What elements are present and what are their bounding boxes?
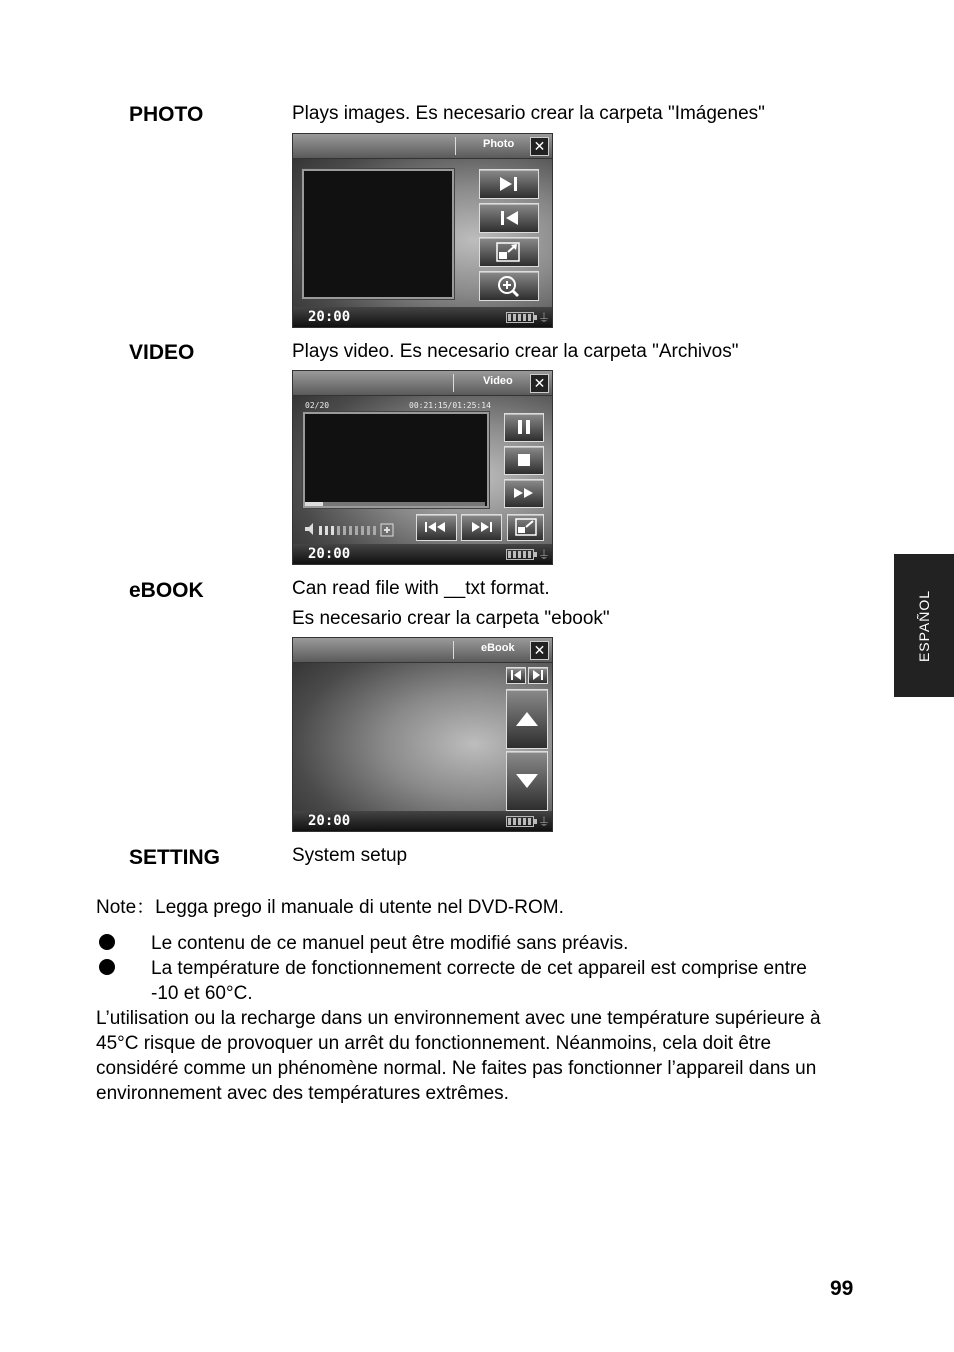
screen-title: Video	[483, 375, 513, 387]
previous-track-button[interactable]	[416, 514, 457, 541]
battery-icon	[506, 312, 534, 323]
section-label-ebook: eBOOK	[129, 579, 204, 602]
clock-time: 20:00	[308, 309, 351, 325]
note-text: Note：Legga prego il manuale di utente nel DVD-ROM.	[96, 897, 564, 918]
up-arrow-icon	[514, 709, 540, 729]
status-bar	[293, 811, 552, 831]
stop-button[interactable]	[504, 446, 544, 475]
previous-track-icon	[422, 519, 452, 535]
resize-icon	[494, 241, 524, 263]
fullscreen-icon	[514, 517, 538, 537]
video-viewport	[303, 412, 489, 508]
title-bar	[293, 638, 552, 663]
elapsed-time: 00:21:15/01:25:14	[409, 401, 491, 410]
page-number: 99	[830, 1277, 854, 1300]
down-arrow-icon	[514, 771, 540, 791]
status-bar	[293, 544, 552, 564]
bullet-item: Le contenu de ce manuel peut être modifié sans préavis.	[151, 933, 629, 954]
screen-title: eBook	[481, 642, 515, 654]
resize-button[interactable]	[479, 237, 539, 267]
stop-icon	[514, 451, 534, 469]
clock-time: 20:00	[308, 546, 351, 562]
title-bar	[293, 134, 552, 159]
zoom-button[interactable]	[479, 271, 539, 301]
volume-icon	[303, 521, 403, 537]
plug-icon: ⏚	[537, 548, 550, 562]
section-desc-ebook-line2: Es necesario crear la carpeta "ebook"	[292, 608, 610, 629]
next-page-icon	[531, 669, 545, 681]
progress-fill	[305, 502, 323, 506]
close-button[interactable]: ✕	[530, 137, 549, 156]
previous-page-button[interactable]	[506, 667, 526, 684]
section-desc-setting: System setup	[292, 845, 408, 866]
zoom-in-icon	[494, 274, 524, 298]
image-viewport	[302, 169, 454, 299]
section-desc-ebook-line1: Can read file with __txt format.	[292, 578, 550, 599]
fast-forward-icon	[511, 484, 537, 502]
scroll-up-button[interactable]	[506, 689, 548, 749]
photo-screen	[292, 133, 553, 328]
close-button[interactable]: ✕	[530, 374, 549, 393]
title-bar	[293, 371, 552, 396]
previous-button[interactable]	[479, 203, 539, 233]
language-tab-label: ESPAÑOL	[916, 589, 932, 662]
status-bar	[293, 307, 552, 327]
section-label-photo: PHOTO	[129, 103, 204, 126]
screen-title: Photo	[483, 138, 515, 150]
section-desc-photo: Plays images. Es necesario crear la carpeta "Imágenes"	[292, 103, 765, 124]
ebook-screen	[292, 637, 553, 832]
video-screen	[292, 370, 553, 565]
plug-icon: ⏚	[537, 311, 550, 325]
pause-button[interactable]	[504, 413, 544, 442]
pause-icon	[514, 418, 534, 436]
bullet-item: La température de fonctionnement correcte de cet appareil est comprise entre -10 et 60°C.	[151, 958, 807, 1004]
volume-control[interactable]	[303, 521, 403, 542]
close-button[interactable]: ✕	[530, 641, 549, 660]
battery-icon	[506, 549, 534, 560]
fullscreen-button[interactable]	[507, 514, 544, 541]
progress-bar[interactable]	[305, 502, 485, 506]
previous-icon	[494, 208, 524, 228]
bullet-dot	[99, 959, 115, 975]
language-tab	[894, 554, 954, 697]
fast-forward-button[interactable]	[504, 479, 544, 508]
section-desc-video: Plays video. Es necesario crear la carpeta "Archivos"	[292, 341, 739, 362]
battery-icon	[506, 816, 534, 827]
next-track-button[interactable]	[461, 514, 502, 541]
clock-time: 20:00	[308, 813, 351, 829]
warning-paragraph: L’utilisation ou la recharge dans un environnement avec une température supérieure à 45°C risque de provoquer un arrêt du fonctionnement. Néanmoins, cela doit être considéré comme un phénomène normal. Ne faites pas fonctionner l’appareil dans un environnement avec des températures extrêmes.	[96, 1008, 821, 1104]
next-page-button[interactable]	[528, 667, 548, 684]
scroll-down-button[interactable]	[506, 751, 548, 811]
next-track-icon	[467, 519, 497, 535]
next-button[interactable]	[479, 169, 539, 199]
track-counter: 02/20	[305, 401, 330, 410]
section-label-video: VIDEO	[129, 341, 195, 364]
plug-icon: ⏚	[537, 815, 550, 829]
section-label-setting: SETTING	[129, 846, 221, 869]
previous-page-icon	[509, 669, 523, 681]
bullet-dot	[99, 934, 115, 950]
next-icon	[494, 174, 524, 194]
